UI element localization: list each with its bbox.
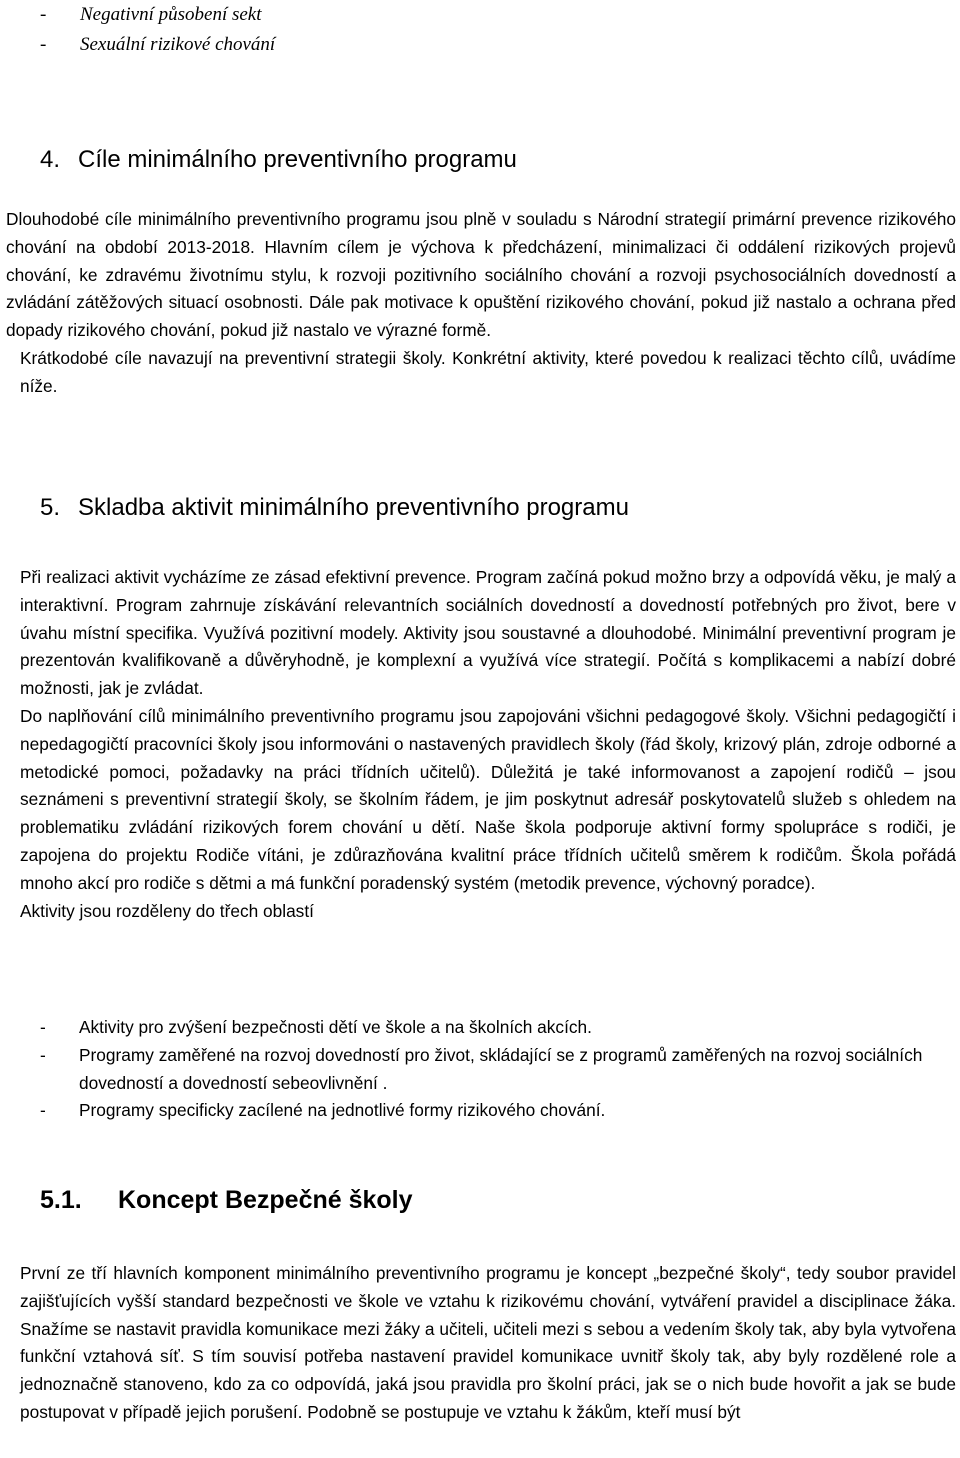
section-number: 4.	[40, 146, 61, 173]
section-title: Skladba aktivit minimálního preventivního programu	[78, 494, 629, 521]
section-number: 5.1.	[40, 1186, 82, 1214]
list-item	[40, 1097, 956, 1125]
paragraph: Dlouhodobé cíle minimálního preventivního programu jsou plně v souladu s Národní strategií primární prevence rizikového chování na období 2013-2018. Hlavním cílem je výchova k předcházení, minimalizaci či oddálení rizikových projevů chování, ke zdravému životnímu stylu, k rozvoji pozitivního sociálního chování a rozvoji psychosociálních dovedností a zvládání zátěžových situací osobnosti. Dále pak motivace k opuštění rizikového chování, pokud již nastalo a ochrana před dopady rizikového chování, pokud již nastalo ve výrazné formě.	[6, 209, 956, 341]
paragraph: První ze tří hlavních komponent minimálního preventivního programu je koncept „bezpečné školy“, tedy soubor pravidel zajišťujících vyšší standard bezpečnosti ve škole ve vztahu k rizikovému chování, vytváření pravidel a disciplinace žáka. Snažíme se nastavit pravidla komunikace mezi žáky a učiteli, učiteli mezi s sebou a vedením školy tak, aby byla vytvořena funkční vztahová síť. S tím souvisí potřeba nastavení pravidel komunikace uvnitř školy tak, aby byly rozdělené role a jednoznačně stanoveno, kdo za co odpovídá, jaká jsou pravidla pro školní práci, jak se o nich bude hovořit a jak se bude postupovat v případě jejich porušení. Podobně se postupuje ve vztahu k žákům, kteří musí být	[20, 1263, 956, 1422]
list-marker: -	[40, 34, 47, 55]
list-marker: -	[40, 1017, 46, 1037]
section-title: Cíle minimálního preventivního programu	[78, 146, 517, 173]
list-item	[40, 1042, 956, 1098]
section-4-heading	[40, 146, 517, 174]
paragraph: Krátkodobé cíle navazují na preventivní strategii školy. Konkrétní aktivity, které povedou k realizaci těchto cílů, uvádíme níže.	[20, 347, 956, 396]
risk-behaviour-list	[40, 0, 275, 60]
list-marker: -	[40, 1100, 46, 1121]
section-4-body	[6, 206, 956, 401]
list-marker: -	[40, 4, 47, 25]
list-item-text: Aktivity pro zvýšení bezpečnosti dětí ve škole a na školních akcích.	[79, 1017, 592, 1037]
activity-areas-list	[40, 1014, 956, 1125]
list-item-text: Negativní působení sekt	[80, 4, 262, 25]
section-5-1-heading	[40, 1186, 413, 1215]
list-marker: -	[40, 1044, 46, 1065]
paragraph: Při realizaci aktivit vycházíme ze zásad efektivní prevence. Program začíná pokud možno brzy a odpovídá věku, je malý a interaktivní. Program zahrnuje získávání relevantních sociálních dovedností a dovedností potřebných pro život, bere v úvahu místní specifika. Využívá pozitivní modely. Aktivity jsou soustavné a dlouhodobé. Minimální preventivní program je prezentován kvalifikovaně a důvěryhodně, je komplexní a využívá více strategií. Počítá s komplikacemi a nabízí dobré možnosti, jak je zvládat.	[20, 567, 956, 699]
list-item	[40, 0, 275, 30]
section-number: 5.	[40, 494, 61, 521]
list-intro: Aktivity jsou rozděleny do třech oblastí	[20, 900, 314, 921]
list-item	[40, 30, 275, 60]
section-title: Koncept Bezpečné školy	[118, 1186, 413, 1214]
list-item-text: Programy specificky zacílené na jednotlivé formy rizikového chování.	[79, 1100, 606, 1121]
section-5-body	[6, 564, 956, 925]
paragraph: Do naplňování cílů minimálního preventivního programu jsou zapojováni všichni pedagogové školy. Všichni pedagogičtí i nepedagogičtí pracovníci školy jsou informováni o nastavených pravidlech školy (řád školy, krizový plán, zdroje odborné a metodické pomoci, požadavky na práci třídních učitelů). Důležitá je také informovanost a zapojení rodičů – jsou seznámeni s preventivní strategií školy, se školním řádem, je jim poskytnut adresář poskytovatelů služeb s ohledem na problematiku zvládání rizikových forem chování u dětí. Naše škola podporuje aktivní formy spolupráce s rodiči, je zapojena do projektu Rodiče vítáni, je zdůrazňována kvalitní práce třídních učitelů směrem k rodičům. Škola pořádá mnoho akcí pro rodiče s dětmi a má funkční poradenský systém (metodik prevence, výchovný poradce).	[20, 705, 956, 893]
section-5-heading	[40, 494, 629, 522]
section-5-1-body	[6, 1260, 956, 1427]
list-item-text: Sexuální rizikové chování	[80, 34, 276, 55]
list-item	[40, 1014, 956, 1042]
list-item-text: Programy zaměřené na rozvoj dovedností pro život, skládající se z programů zaměřených na rozvoj sociálních dovedností a dovedností sebeovlivnění .	[79, 1044, 923, 1093]
